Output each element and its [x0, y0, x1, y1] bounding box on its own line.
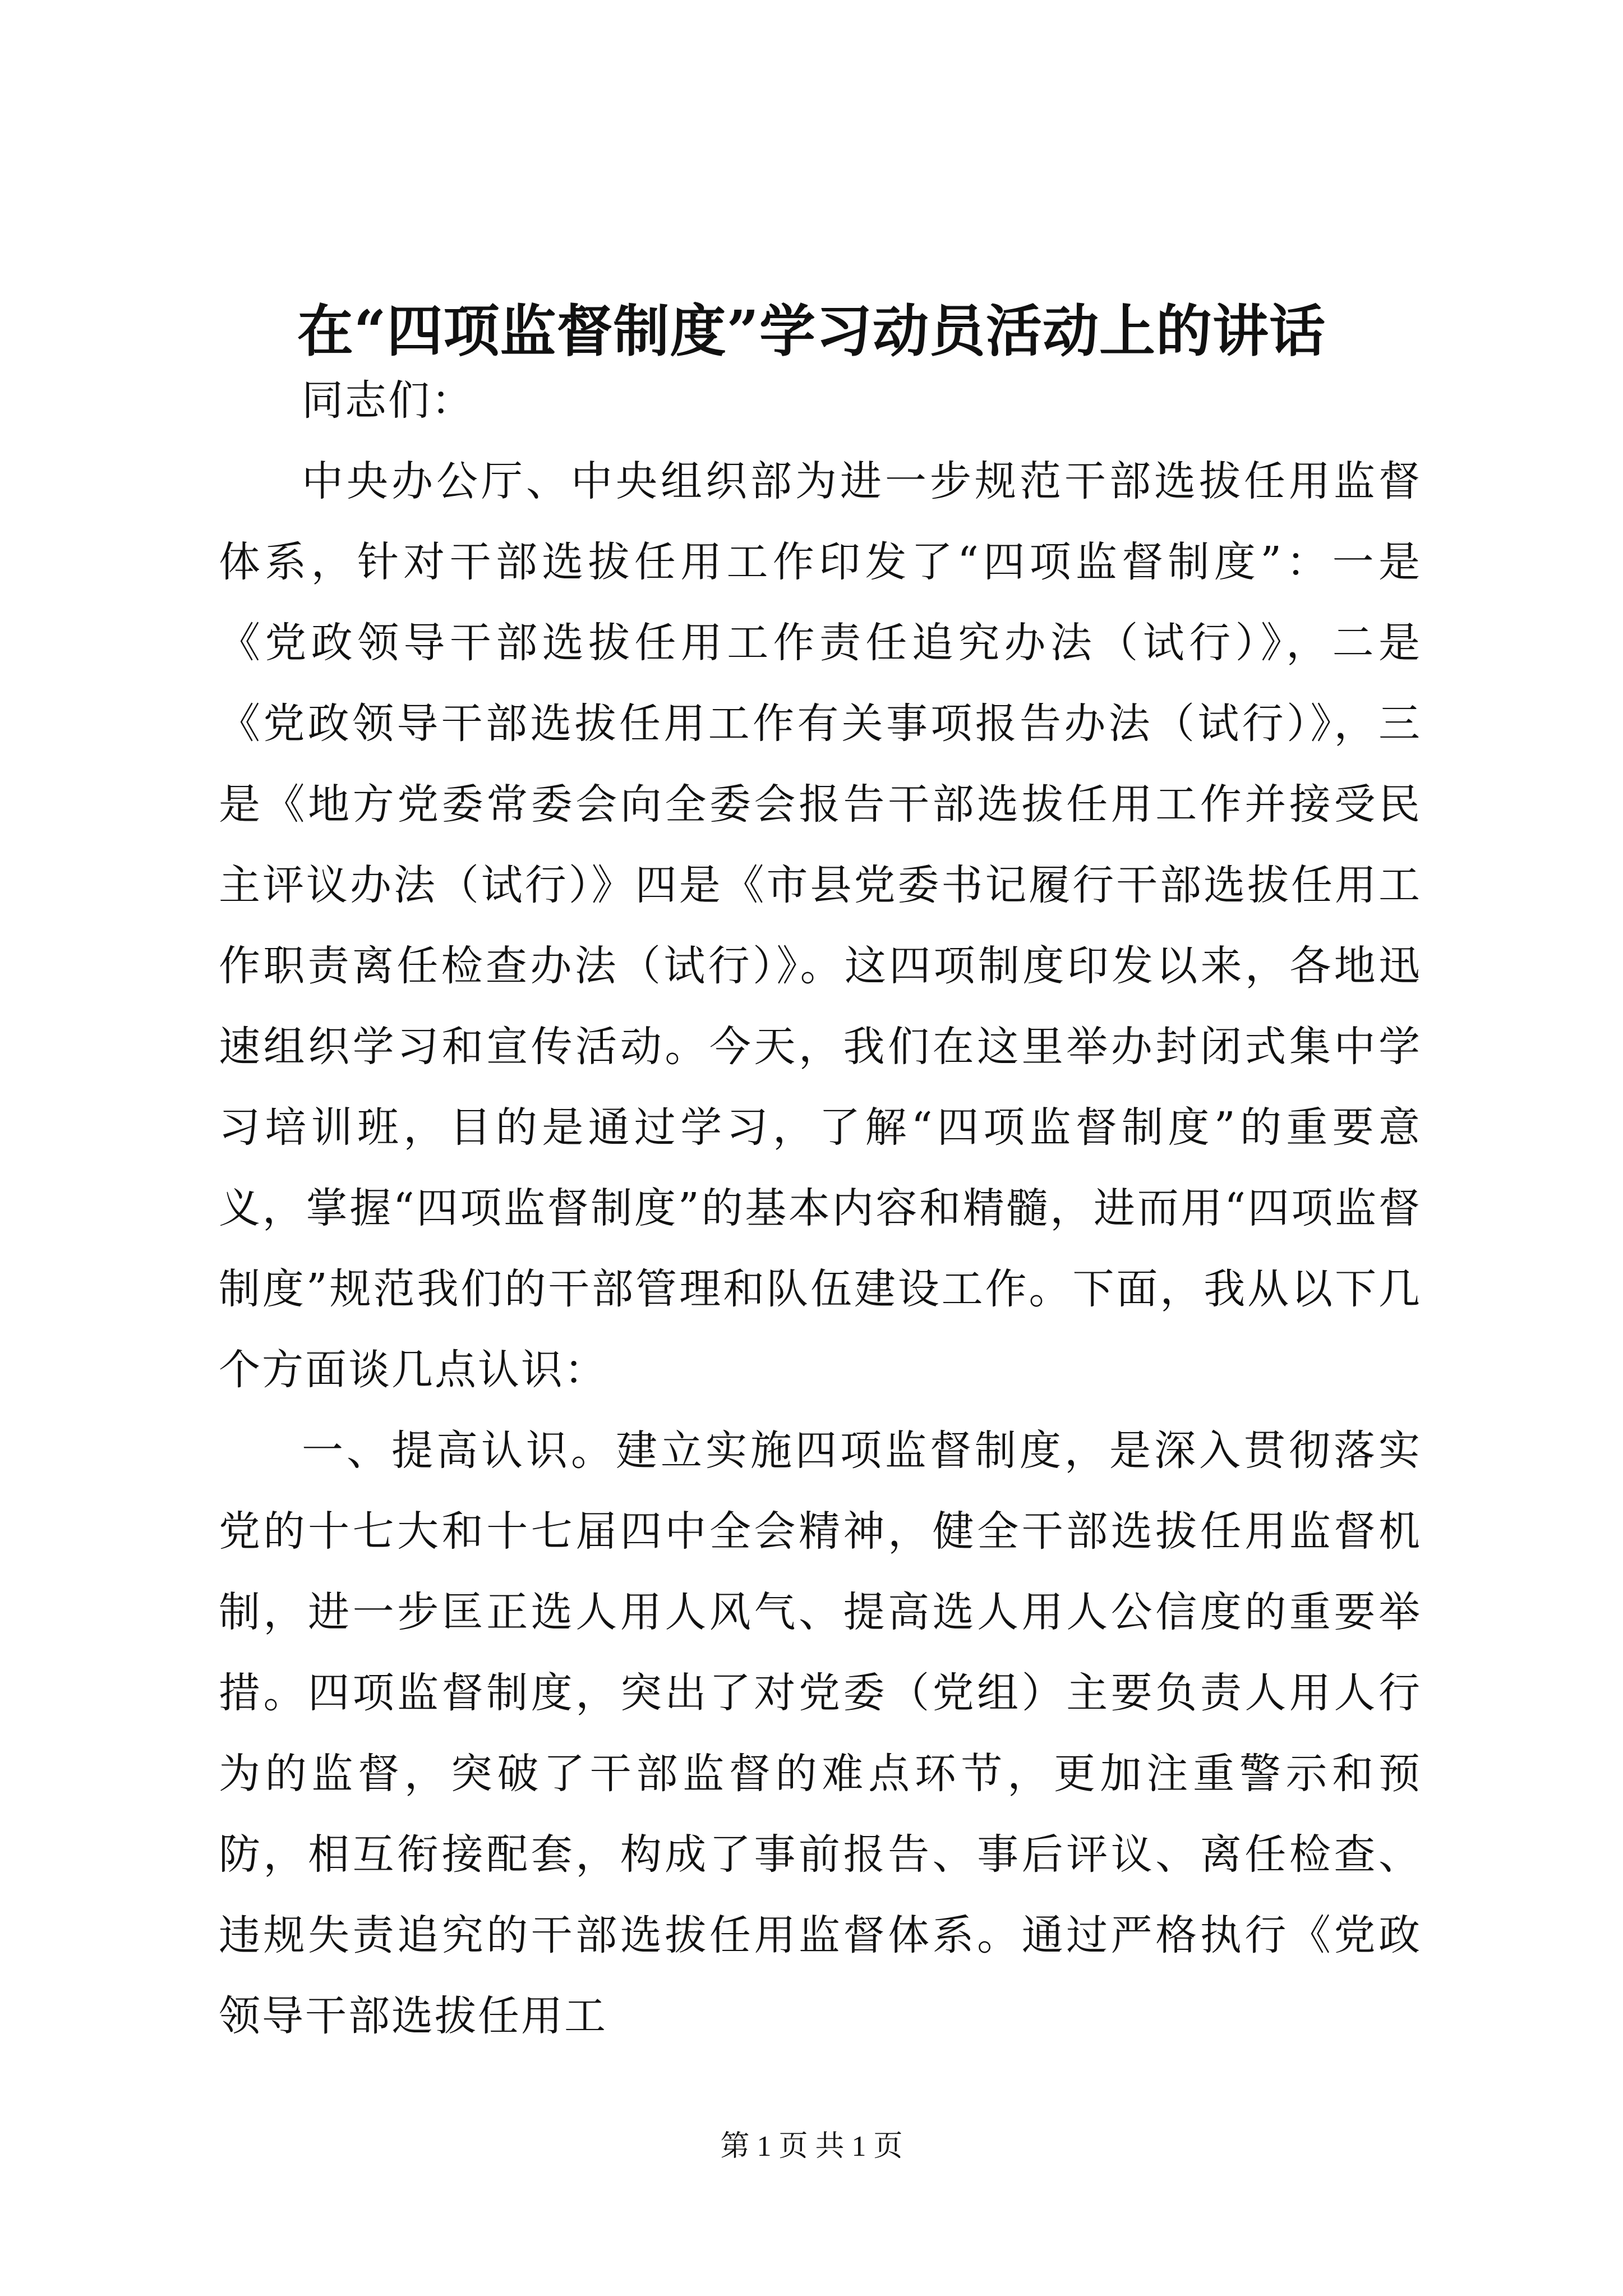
section-one-paragraph: 一、提高认识。建立实施四项监督制度，是深入贯彻落实党的十七大和十七届四中全会精神，健全干部选拔任用监督机制，进一步匡正选人用人风气、提高选人用人公信度的重要举措。四项监督制度，突出了对党委（党组）主要负责人用人行为的监督，突破了干部监督的难点环节，更加注重警示和预防，相互衔接配套，构成了事前报告、事后评议、离任检查、违规失责追究的干部选拔任用监督体系。通过严格执行《党政领导干部选拔任用工	[219, 1427, 1422, 2040]
page-footer: 第 1 页 共 1 页	[720, 2131, 903, 2162]
document-title: 在“四项监督制度”学习动员活动上的讲话	[297, 298, 1326, 364]
document-body	[219, 360, 1422, 2056]
salutation-paragraph: 同志们：	[302, 376, 474, 425]
intro-paragraph: 中央办公厅、中央组织部为进一步规范干部选拔任用监督体系，针对干部选拔任用工作印发了“四项监督制度”：一是《党政领导干部选拔任用工作责任追究办法（试行）》，二是《党政领导干部选拔任用工作有关事项报告办法（试行）》，三是《地方党委常委会向全委会报告干部选拔任用工作并接受民主评议办法（试行）》四是《市县党委书记履行干部选拔任用工作职责离任检查办法（试行）》。这四项制度印发以来，各地迅速组织学习和宣传活动。今天，我们在这里举办封闭式集中学习培训班，目的是通过学习，了解“四项监督制度”的重要意义，掌握“四项监督制度”的基本内容和精髓，进而用“四项监督制度”规范我们的干部管理和队伍建设工作。下面，我从以下几个方面谈几点认识：	[219, 457, 1422, 1394]
